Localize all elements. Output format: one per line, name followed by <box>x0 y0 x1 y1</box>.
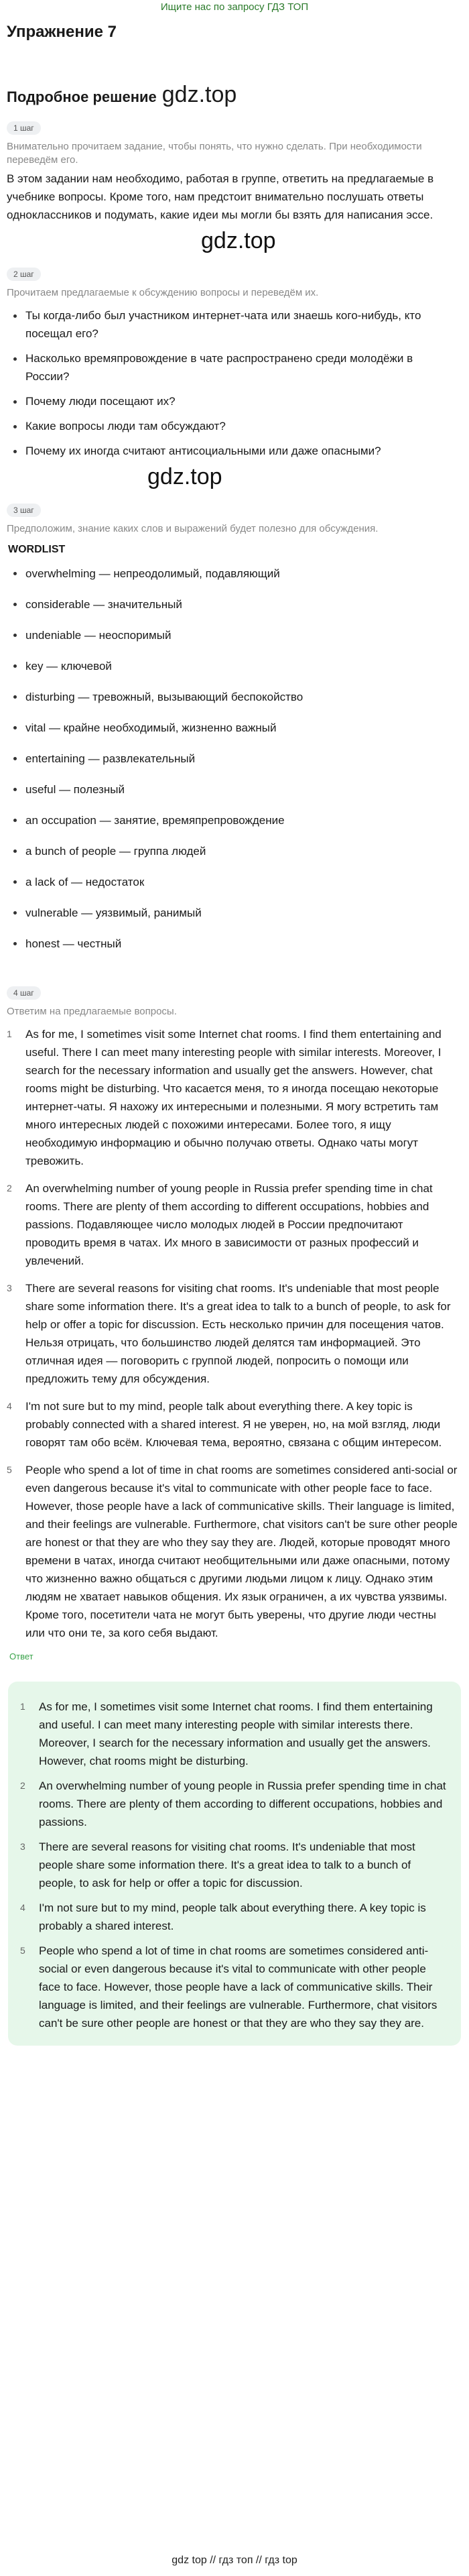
list-item: vital — крайне необходимый, жизненно важный <box>12 713 469 744</box>
item-text: An overwhelming number of young people in Russia prefer spending time in chat rooms. There are plenty of them according to different occupations, hobbies and passions. Подавляющее число молодых людей в России предпочитают проводить время в чатах. Их много в зависимости от разных профессий и увлечений. <box>25 1182 433 1267</box>
list-item: undeniable — неоспоримый <box>12 620 469 651</box>
list-item <box>7 1025 458 1170</box>
list-item: considerable — значительный <box>12 589 469 620</box>
answers-list <box>0 1025 469 1642</box>
item-number: 1 <box>20 1701 25 1712</box>
item-text: There are several reasons for visiting chat rooms. It's undeniable that most people share some information there. It's a great idea to talk to a bunch of people, to ask for help or offer a topic for discussion. <box>39 1840 415 1889</box>
watermark: gdz.top <box>201 228 276 253</box>
solution-heading <box>7 82 469 108</box>
item-number: 4 <box>7 1401 12 1411</box>
questions-list <box>0 306 469 460</box>
step-3-badge: 3 шаг <box>7 504 41 517</box>
list-item: Почему их иногда считают антисоциальными или даже опасными? <box>12 442 449 460</box>
watermark: gdz.top <box>147 464 222 489</box>
list-item: Какие вопросы люди там обсуждают? <box>12 417 449 435</box>
footer[interactable]: gdz top // гдз топ // гдз top <box>172 2555 297 2566</box>
item-number: 3 <box>20 1841 25 1852</box>
list-item: Насколько времяпровождение в чате распространено среди молодёжи в России? <box>12 349 449 386</box>
step-1-text: В этом задании нам необходимо, работая в группе, ответить на предлагаемые в учебнике вопросы. Кроме того, нам предстоит внимательно послушать ответы одноклассников и подумать, какие идеи мы могли бы взять для написания эссе. <box>7 172 434 221</box>
item-text: I'm not sure but to my mind, people talk about everything there. A key topic is probably a shared interest. <box>39 1901 426 1932</box>
item-number: 5 <box>7 1464 12 1475</box>
list-item <box>20 1698 450 1770</box>
list-item <box>7 1179 458 1270</box>
item-text: People who spend a lot of time in chat rooms are sometimes considered anti-social or even dangerous because it's vital to communicate with other people face to face. However, those people have a lack of communicative skills. Their language is limited, and their feelings are vulnerable. Furthermore, chat visitors can't be sure other people are honest or that they are who they say they are. <box>39 1944 438 2030</box>
list-item: an occupation — занятие, времяпрепровождение <box>12 805 469 836</box>
step-2-badge: 2 шаг <box>7 268 41 281</box>
watermark: gdz.top <box>161 82 237 107</box>
step-3-note: Предположим, знание каких слов и выражений будет полезно для обсуждения. <box>7 523 379 534</box>
list-item <box>20 1838 450 1892</box>
item-number: 2 <box>20 1780 25 1791</box>
item-number: 5 <box>20 1945 25 1956</box>
item-text: As for me, I sometimes visit some Internet chat rooms. I find them entertaining and useful. I can meet many interesting people with similar interests there. Moreover, I search for the necessary information and usually get the answers. However, chat rooms might be disturbing. <box>39 1700 433 1767</box>
list-item: a bunch of people — группа людей <box>12 836 469 867</box>
step-1-note: Внимательно прочитаем задание, чтобы понять, что нужно сделать. При необходимости переведём его. <box>7 141 422 166</box>
item-number: 2 <box>7 1183 12 1193</box>
item-number: 4 <box>20 1902 25 1913</box>
list-item: a lack of — недостаток <box>12 867 469 898</box>
list-item: overwhelming — непреодолимый, подавляющий <box>12 559 469 589</box>
list-item <box>20 1942 450 2032</box>
item-text: I'm not sure but to my mind, people talk about everything there. A key topic is probably connected with a shared interest. Я не уверен, но, на мой взгляд, люди говорят там обо всём. Ключевая тема, вероятно, связана с общим интересом. <box>25 1400 442 1449</box>
item-number: 1 <box>7 1029 12 1039</box>
wordlist <box>0 559 469 959</box>
step-1-badge: 1 шаг <box>7 121 41 135</box>
list-item: key — ключевой <box>12 651 469 682</box>
list-item <box>20 1777 450 1831</box>
solution-heading-text: Подробное решение <box>7 89 157 105</box>
item-number: 3 <box>7 1283 12 1293</box>
list-item: Ты когда-либо был участником интернет-чата или знаешь кого-нибудь, кто посещал его? <box>12 306 449 343</box>
answer-box <box>8 1682 461 2046</box>
list-item: entertaining — развлекательный <box>12 744 469 774</box>
list-item: vulnerable — уязвимый, ранимый <box>12 898 469 929</box>
step-4-badge: 4 шаг <box>7 986 41 1000</box>
wordlist-title: WORDLIST <box>8 544 66 555</box>
answer-label: Ответ <box>9 1651 34 1661</box>
list-item: Почему люди посещают их? <box>12 392 449 410</box>
list-item: useful — полезный <box>12 774 469 805</box>
step-2-note: Прочитаем предлагаемые к обсуждению вопросы и переведём их. <box>7 287 319 298</box>
item-text: An overwhelming number of young people in Russia prefer spending time in chat rooms. There are plenty of them according to different occupations, hobbies and passions. <box>39 1779 446 1828</box>
list-item <box>20 1899 450 1935</box>
list-item: disturbing — тревожный, вызывающий беспокойство <box>12 682 469 713</box>
item-text: There are several reasons for visiting chat rooms. It's undeniable that most people share some information there. It's a great idea to talk to a bunch of people, to ask for help or offer a topic for discussion. Есть несколько причин для посещения чатов. Нельзя отрицать, что большинство людей делятся там информацией. Это отличная идея — поговорить с группой людей, попросить о помощи или предложить тему для обсуждения. <box>25 1282 451 1385</box>
step-4-note: Ответим на предлагаемые вопросы. <box>7 1006 177 1017</box>
list-item <box>7 1461 458 1642</box>
list-item <box>7 1279 458 1388</box>
list-item: honest — честный <box>12 929 469 959</box>
top-banner[interactable]: Ищите нас по запросу ГДЗ ТОП <box>160 1 309 13</box>
item-text: As for me, I sometimes visit some Internet chat rooms. I find them entertaining and useful. There I can meet many interesting people with similar interests. Moreover, I search for the necessary information and usually get the answers. However, chat rooms might be disturbing. Что касается меня, то я иногда посещаю некоторые интернет-чаты. Я нахожу их интересными и полезными. Я могу встретить там много интересных людей с похожими интересами. Более того, я ищу необходимую информацию и обычно получаю ответы. Однако чаты могут тревожить. <box>25 1028 442 1167</box>
final-answers-list <box>8 1698 461 2032</box>
item-text: People who spend a lot of time in chat rooms are sometimes considered anti-social or even dangerous because it's vital to communicate with other people face to face. However, those people have a lack of communicative skills. Their language is limited, and their feelings are vulnerable. Furthermore, chat visitors can't be sure other people are honest or that they are who they say they are. Людей, которые проводят много времени в чатах, иногда считают необщительными или даже опасными, потому что жизненно важно общаться с другими людьми лицом к лицу. Однако этим людям не хватает навыков общения. Их язык ограничен, а их чувства уязвимы. Кроме того, посетители чата не могут быть уверены, что другие люди честны или что они те, за кого себя выдают. <box>25 1464 458 1639</box>
page-title: Упражнение 7 <box>7 23 117 41</box>
list-item <box>7 1397 458 1452</box>
